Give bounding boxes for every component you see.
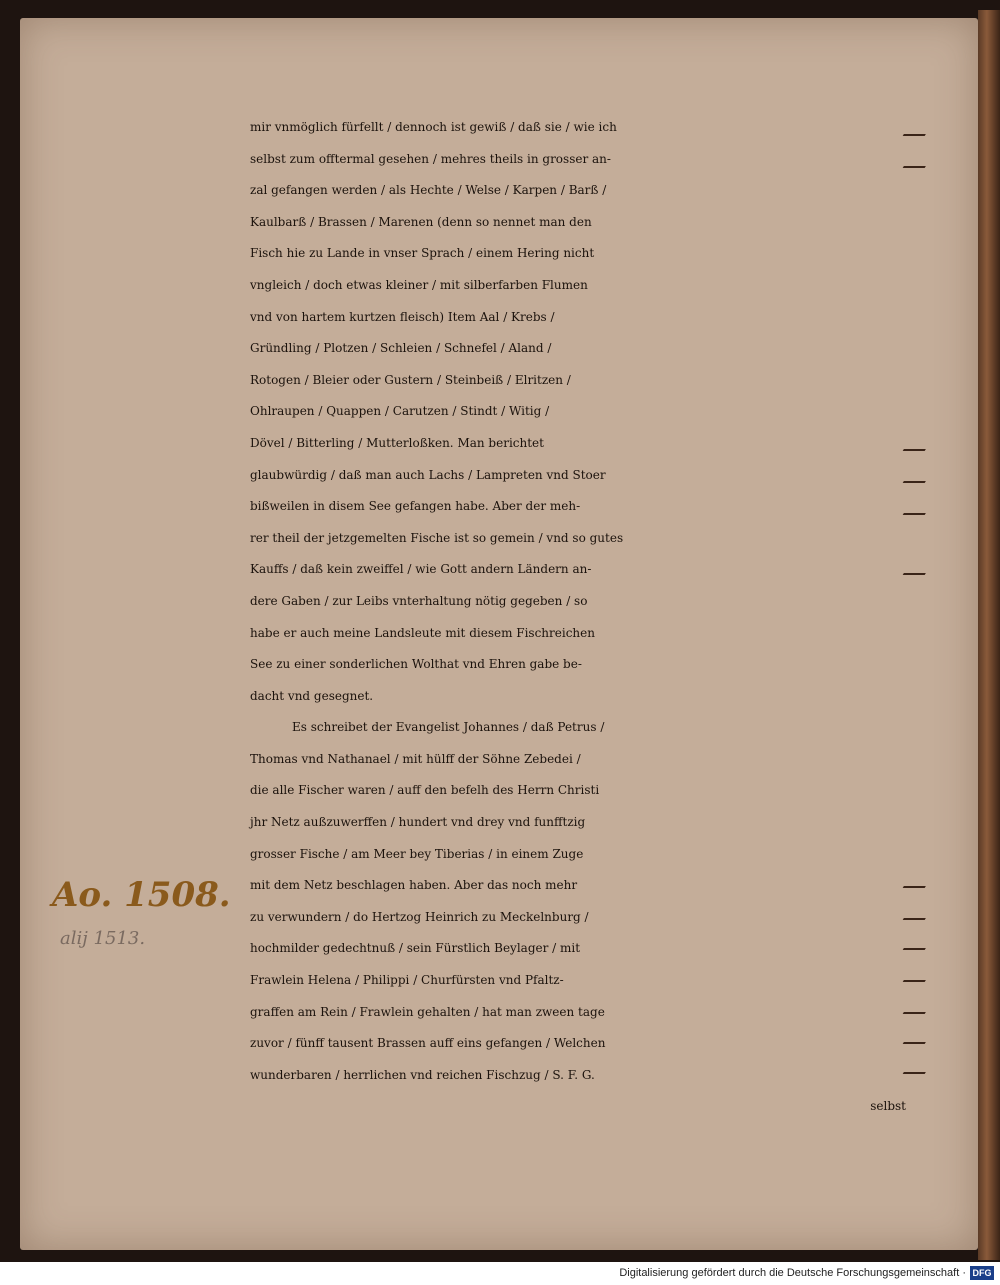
text-line: zu verwundern / do Hertzog Heinrich zu Meckelnburg /: [250, 909, 589, 924]
text-line: Frawlein Helena / Philippi / Churfürsten vnd Pfaltz-: [250, 973, 564, 988]
text-line: wunderbaren / herrlichen vnd reichen Fischzug / S. F. G.: [250, 1067, 595, 1082]
text-line: rer theil der jetzgemelten Fische ist so gemein / vnd so gutes: [250, 530, 624, 545]
text-line: dere Gaben / zur Leibs vnterhaltung nötig gegeben / so: [250, 593, 588, 608]
text-line: Thomas vnd Nathanael / mit hülff der Söhne Zebedei /: [250, 751, 581, 766]
text-line: habe er auch meine Landsleute mit diesem Fischreichen: [250, 625, 595, 640]
text-line: Fisch hie zu Lande in vnser Sprach / einem Hering nicht: [250, 246, 595, 261]
text-line: Dövel / Bitterling / Mutterloßken. Man berichtet: [250, 435, 544, 450]
text-line: dacht vnd gesegnet.: [250, 688, 374, 703]
pen-mark: [903, 912, 930, 920]
text-line: Rotogen / Bleier oder Gustern / Steinbeiß / Elritzen /: [250, 372, 571, 387]
text-line: mit dem Netz beschlagen haben. Aber das noch mehr: [250, 878, 578, 893]
book-edge: [978, 10, 1000, 1260]
text-line: Kaulbarß / Brassen / Marenen (denn so nennet man den: [250, 214, 592, 229]
text-line: jhr Netz außzuwerffen / hundert vnd drey vnd funfftzig: [250, 815, 586, 830]
text-line: vnd von hartem kurtzen fleisch) Item Aal / Krebs /: [250, 309, 555, 324]
pen-mark: [903, 475, 930, 483]
pen-mark: [903, 128, 930, 136]
text-line: mir vnmöglich fürfellt / dennoch ist gewiß / daß sie / wie ich: [250, 120, 617, 134]
text-line: Gründling / Plotzen / Schleien / Schnefel / Aland /: [250, 341, 552, 356]
text-line: grosser Fische / am Meer bey Tiberias / in einem Zuge: [250, 846, 584, 861]
footer-credit: Digitalisierung gefördert durch die Deutsche Forschungsgemeinschaft ·: [619, 1267, 966, 1279]
catchword: selbst: [870, 1099, 906, 1114]
margin-annotation: Ao. 1508.: [52, 875, 231, 915]
text-line: zuvor / fünff tausent Brassen auff eins gefangen / Welchen: [250, 1036, 606, 1051]
pen-mark: [903, 880, 930, 888]
pen-mark: [903, 942, 930, 950]
pen-mark: [903, 507, 930, 515]
pen-mark: [903, 160, 930, 168]
pen-mark: [903, 1036, 930, 1044]
text-line: graffen am Rein / Frawlein gehalten / hat man zween tage: [250, 1004, 605, 1019]
margin-pen-marks: [905, 118, 941, 1078]
page-text: [250, 112, 910, 1123]
pen-mark: [903, 443, 930, 451]
text-line: selbst zum offtermal gesehen / mehres theils in grosser an-: [250, 151, 611, 166]
dfg-logo: DFG: [970, 1266, 994, 1280]
text-line: Ohlraupen / Quappen / Carutzen / Stindt / Witig /: [250, 404, 550, 419]
pen-mark: [903, 1006, 930, 1014]
pen-mark: [903, 567, 930, 575]
paragraph-start-line: Es schreibet der Evangelist Johannes / daß Petrus /: [292, 720, 605, 735]
text-line: bißweilen in disem See gefangen habe. Aber der meh-: [250, 499, 581, 514]
margin-annotation-sub: alij 1513.: [60, 928, 146, 949]
text-line: glaubwürdig / daß man auch Lachs / Lampreten vnd Stoer: [250, 467, 606, 482]
pen-mark: [903, 1066, 930, 1074]
pen-mark: [903, 974, 930, 982]
text-line: die alle Fischer waren / auff den befelh des Herrn Christi: [250, 783, 600, 798]
text-line: vngleich / doch etwas kleiner / mit silberfarben Flumen: [250, 277, 588, 292]
text-line: See zu einer sonderlichen Wolthat vnd Ehren gabe be-: [250, 657, 582, 672]
text-line: zal gefangen werden / als Hechte / Welse / Karpen / Barß /: [250, 183, 607, 198]
text-line: hochmilder gedechtnuß / sein Fürstlich Beylager / mit: [250, 941, 581, 956]
text-line: Kauffs / daß kein zweiffel / wie Gott andern Ländern an-: [250, 562, 592, 577]
